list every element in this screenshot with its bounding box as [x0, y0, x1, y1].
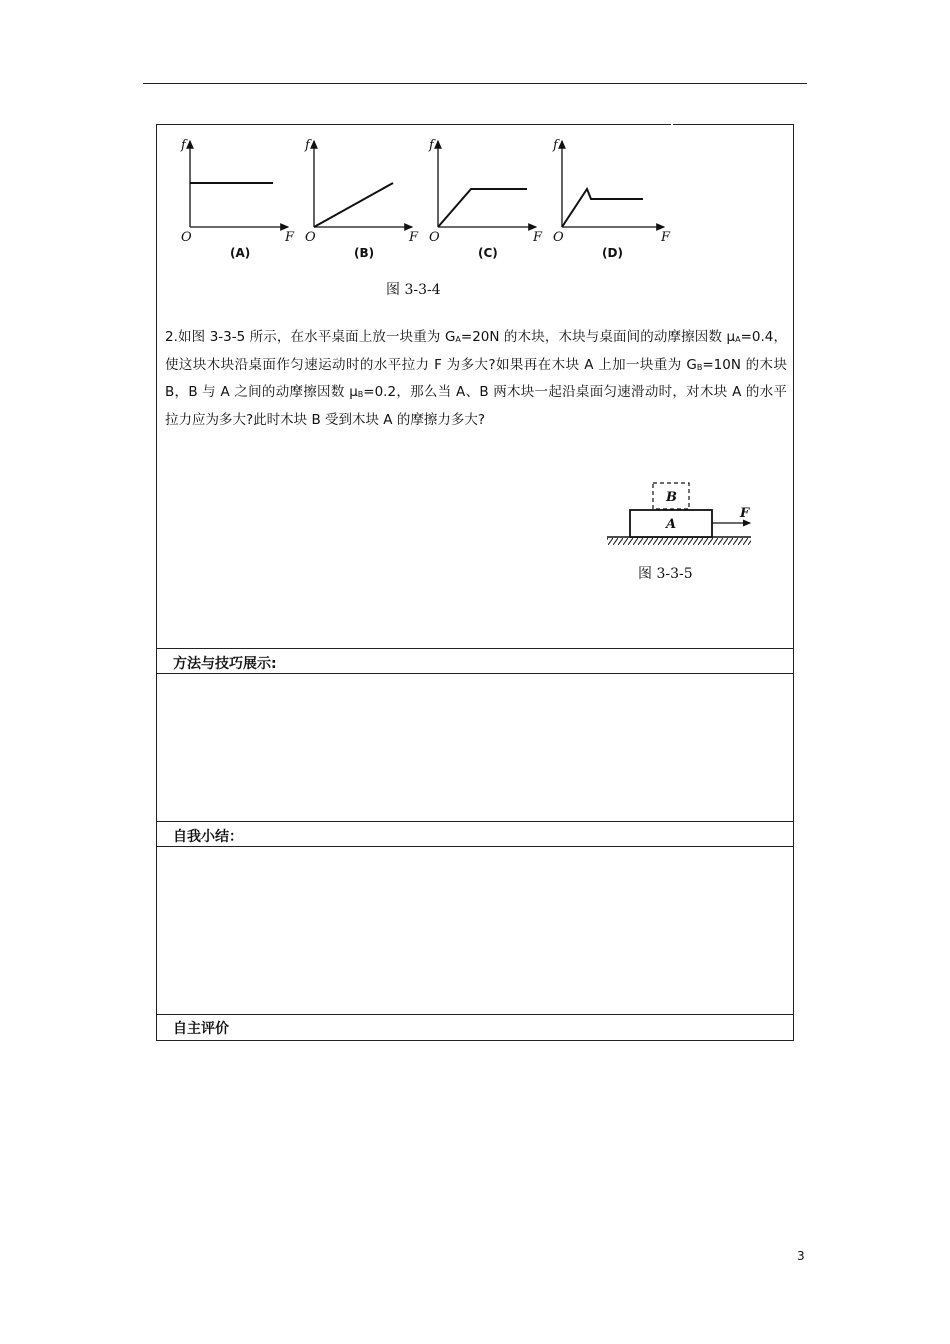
row-divider [157, 821, 793, 822]
methods-title: 方法与技巧展示: [173, 656, 277, 672]
border-gap [671, 123, 673, 126]
graph-d-F-label: F [661, 230, 671, 245]
graph-a [180, 138, 295, 260]
graph-a-F-label: F [285, 230, 295, 245]
friction-graphs-figure [163, 133, 683, 268]
graph-a-origin: O [181, 230, 192, 245]
summary-title: 自我小结： [173, 829, 243, 845]
graph-a-label: (A) [230, 246, 251, 260]
block-a-label: A [666, 517, 677, 532]
graph-d-label: (D) [602, 246, 623, 260]
graph-c-f-label: f [429, 138, 434, 153]
graph-b-origin: O [305, 230, 316, 245]
graph-b-label: (B) [354, 246, 375, 260]
row-divider [157, 1014, 793, 1015]
graph-c-F-label: F [533, 230, 543, 245]
graph-c-curve [438, 189, 527, 227]
header-rule [143, 83, 807, 84]
figure-334-caption: 图 3-3-4 [386, 282, 441, 298]
row-divider [157, 648, 793, 649]
graph-b-f-label: f [305, 138, 310, 153]
methods-answer-area[interactable] [157, 674, 793, 820]
figure-335-caption: 图 3-3-5 [638, 566, 693, 582]
graph-d-f-label: f [553, 138, 558, 153]
graph-d-curve [562, 189, 643, 227]
evaluation-title: 自主评价 [173, 1021, 229, 1037]
graph-a-f-label: f [181, 138, 186, 153]
table-hatching [607, 538, 751, 545]
block-b-label: B [666, 490, 677, 505]
force-label: F [740, 506, 750, 521]
graph-c-origin: O [429, 230, 440, 245]
graph-d [552, 138, 671, 260]
graph-b-F-label: F [409, 230, 419, 245]
worksheet-table [156, 124, 794, 1041]
graph-b-curve [314, 183, 393, 227]
graph-d-origin: O [553, 230, 564, 245]
graph-c-label: (C) [478, 246, 498, 260]
blocks-diagram [603, 475, 763, 555]
graph-b [304, 138, 419, 260]
summary-answer-area[interactable] [157, 847, 793, 1013]
page-number: 3 [797, 1249, 805, 1263]
graph-c [428, 138, 543, 260]
problem-2-text: 2.如图 3-3-5 所示，在水平桌面上放一块重为 $G_A=20N$ 的木块，木块与桌面间的动摩擦因数 $\mu_A=0.4$，使这块木块沿桌面作匀速运动时的水平拉力 F 为多大?如果再在木块 A 上加一块重为 $G_B=10N$ 的木块 B，B 与 A 之间的动摩擦因数 $\mu_B=0.2$，那么当 A、B 两木块一起沿桌面匀速滑动时，对木块 A 的水平拉力应为多大?此时木块 B 受到木块 A 的摩擦力多大? [165, 329, 787, 428]
